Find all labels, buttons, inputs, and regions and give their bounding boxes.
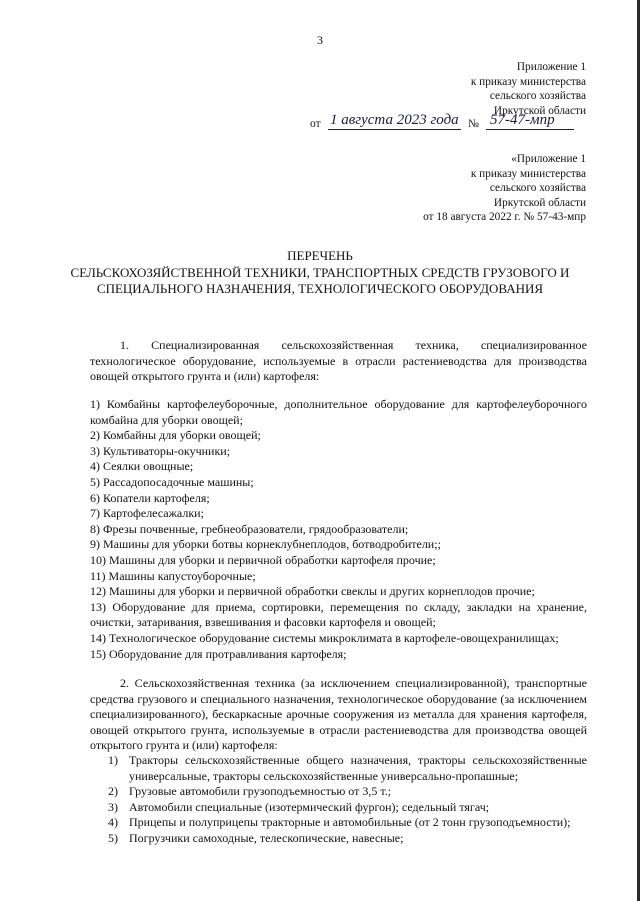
list-item: 15) Оборудование для протравливания картофеля; — [90, 646, 347, 661]
title-line1: ПЕРЕЧЕНЬ — [287, 248, 353, 263]
list-item: 11) Машины капустоуборочные; — [90, 568, 256, 583]
list-item: 9) Машины для уборки ботвы корнеклубнеплодов, ботводробители;; — [90, 537, 441, 552]
list-item: 10) Машины для уборки и первичной обработки картофеля прочие; — [90, 552, 436, 567]
appendix-previous-line2: к приказу министерства — [470, 167, 586, 180]
section2-list — [90, 753, 587, 847]
list-item — [108, 815, 587, 831]
appendix-previous-line5: от 18 августа 2022 г. № 57-43-мпр — [423, 211, 586, 224]
list-item: 13) Оборудование для приема, сортировки, перемещения по складу, закладки на хранение, очистки, затаривания, взвешивания и фасовки картофеля и овощей; — [90, 599, 587, 630]
list-item: 5) Рассадопосадочные машины; — [90, 474, 254, 489]
appendix-previous-line3: сельского хозяйства — [489, 182, 586, 195]
date-prefix: от — [310, 118, 321, 130]
page-number: 3 — [317, 33, 323, 47]
appendix-previous-line1: «Приложение 1 — [511, 153, 586, 165]
list-item: 1) Комбайны картофелеуборочные, дополнительное оборудование для картофелеуборочного комбайна для уборки овощей; — [90, 397, 587, 427]
appendix-current-line2: к приказу министерства — [470, 75, 586, 88]
list-item: 2) Комбайны для уборки овощей; — [90, 428, 261, 443]
item-number: 2) — [108, 784, 118, 799]
title-line2: СЕЛЬСКОХОЗЯЙСТВЕННОЙ ТЕХНИКИ, ТРАНСПОРТНЫХ СРЕДСТВ ГРУЗОВОГО И — [70, 264, 570, 280]
list-item — [108, 831, 587, 847]
appendix-previous-block — [423, 152, 586, 225]
order-date-number-line — [308, 112, 588, 134]
list-item — [108, 800, 587, 816]
number-prefix: № — [468, 118, 479, 130]
title-line3: СПЕЦИАЛЬНОГО НАЗНАЧЕНИЯ, ТЕХНОЛОГИЧЕСКОГО ОБОРУДОВАНИЯ — [96, 281, 544, 296]
item-text: Грузовые автомобили грузоподъемностью от 3,5 т.; — [129, 784, 392, 799]
appendix-current-block — [471, 60, 586, 118]
appendix-current-line1: Приложение 1 — [516, 61, 586, 73]
list-item: 6) Копатели картофеля; — [90, 490, 210, 505]
list-item: 4) Сеялки овощные; — [90, 459, 194, 474]
item-number: 5) — [108, 830, 118, 845]
list-item: 3) Культиваторы-окучники; — [90, 443, 231, 458]
list-item: 14) Технологическое оборудование системы микроклимата в картофеле-овощехранилищах; — [90, 630, 559, 645]
item-text: Прицепы и полуприцепы тракторные и автомобильные (от 2 тонн грузоподъемности); — [129, 815, 571, 830]
item-number: 1) — [108, 753, 118, 767]
handwritten-number: 57-47-мпр — [486, 112, 574, 130]
handwritten-date: 1 августа 2023 года — [330, 112, 459, 128]
section2-heading: 2. Сельскохозяйственная техника (за исключением специализированной), транспортные средства грузового и специального назначения, технологическое оборудование (за исключением специализированного), бескаркасные арочные сооружения из металла для хранения картофеля, овощей открытого грунта, используемые в отрасли растениеводства для производства овощей открытого грунта и (или) картофеля: — [90, 676, 587, 753]
list-item: 12) Машины для уборки и первичной обработки свеклы и других корнеплодов прочие; — [90, 584, 535, 599]
list-item: 8) Фрезы почвенные, гребнеобразователи, грядообразователи; — [90, 521, 409, 536]
appendix-current-line3: сельского хозяйства — [489, 90, 586, 103]
section1-list — [90, 397, 587, 662]
list-item — [108, 784, 587, 800]
item-text: Погрузчики самоходные, телескопические, навесные; — [129, 830, 404, 845]
list-item: 7) Картофелесажалки; — [90, 506, 204, 521]
section1-heading: 1. Специализированная сельскохозяйственная техника, специализированное технологическое оборудование, используемые в отрасли растениеводства для производства овощей открытого грунта и (или) картофеля: — [90, 338, 587, 384]
appendix-previous-line4: Иркутской области — [493, 196, 586, 209]
appendix-current-line4: Иркутской области — [493, 104, 586, 117]
item-text: Тракторы сельскохозяйственные общего назначения, тракторы сельскохозяйственные универсальные, тракторы сельскохозяйственные универсально-пропашные; — [129, 753, 587, 783]
list-item — [108, 753, 587, 784]
item-text: Автомобили специальные (изотермический фургон); седельный тягач; — [129, 799, 490, 814]
item-number: 4) — [108, 815, 118, 830]
item-number: 3) — [108, 799, 118, 814]
document-title — [60, 248, 580, 298]
